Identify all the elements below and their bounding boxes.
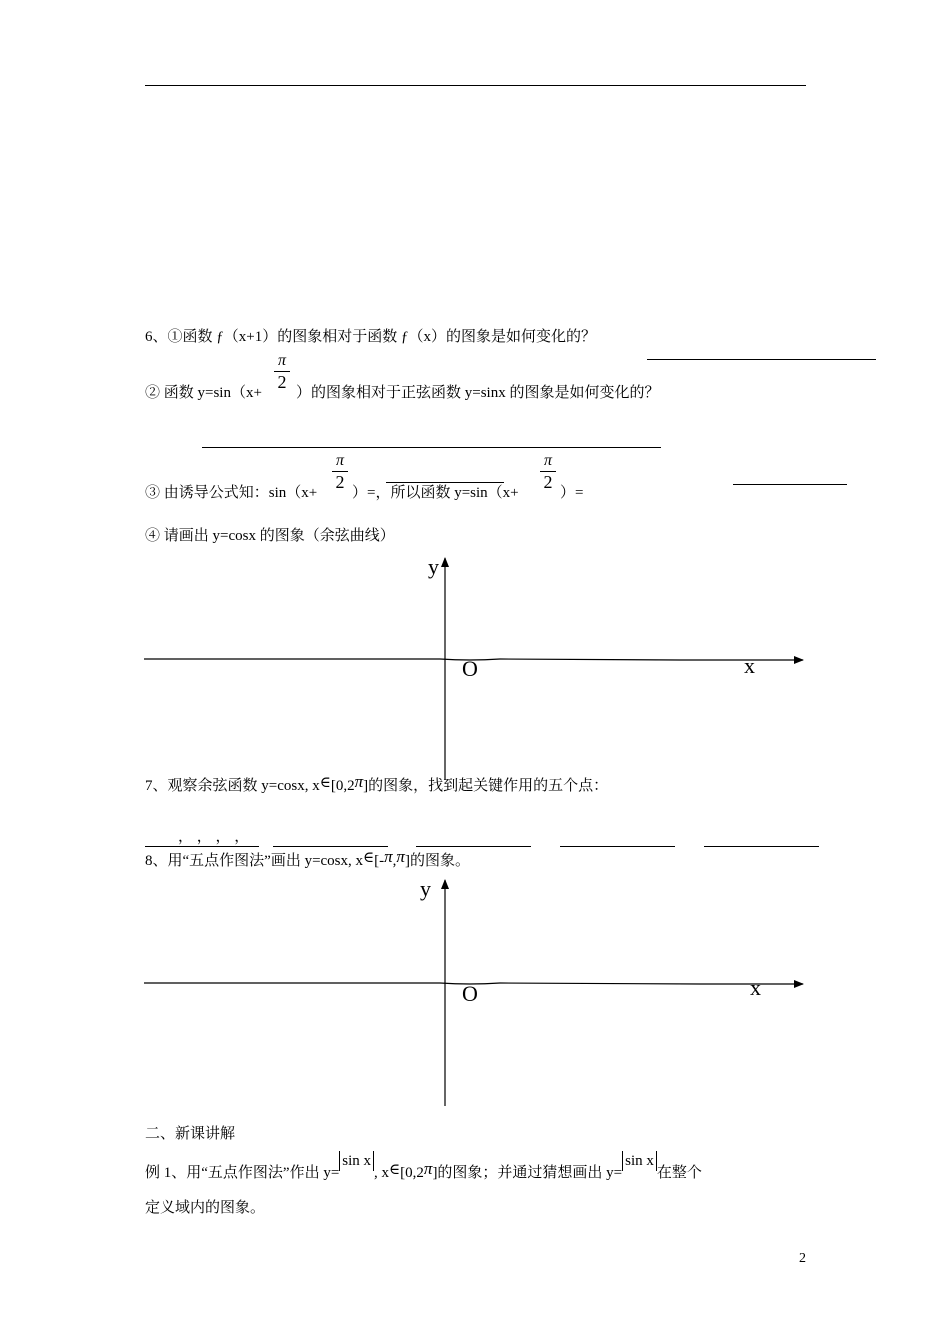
example1-line1: 例 1、用“五点作图法”作出 y=sin x, x∈[0,2π]的图象；并通过猜想画出 y=sin x在整个	[145, 1153, 702, 1181]
pi-symbol: π	[335, 452, 344, 469]
pi-symbol: π	[384, 847, 393, 866]
q7-answer-blank-5[interactable]	[704, 846, 819, 847]
pi-symbol: π	[354, 772, 364, 791]
q8-line: 8、用“五点作图法”画出 y=cosx, x∈[-π,π]的图象。	[145, 847, 470, 869]
denominator: 2	[335, 472, 345, 492]
q7-line: 7、观察余弦函数 y=cosx, x∈[0,2π]的图象，找到起关键作用的五个点：	[145, 772, 609, 794]
q7-blank-commas: ， ， ， ，	[178, 829, 250, 845]
example1-line2: 定义域内的图象。	[145, 1200, 266, 1216]
q7-answer-blank-1[interactable]	[145, 846, 259, 847]
denominator: 2	[543, 472, 553, 492]
page-number: 2	[799, 1251, 806, 1266]
section-heading: 二、新课讲解	[145, 1126, 236, 1142]
abs-sin-x: sin x	[339, 1151, 374, 1171]
q6-line3-part-b: ）=，所以函数 y=sin（x+	[352, 485, 519, 501]
pi-symbol: π	[277, 352, 286, 369]
pi-symbol: π	[423, 1159, 433, 1178]
graph1-x-label: x	[744, 653, 755, 678]
q6-line2-prefix: ② 函数 y=sin（x+	[145, 385, 262, 401]
q6-line1: 6、①函数 ƒ（x+1）的图象相对于函数 ƒ（x）的图象是如何变化的？	[145, 329, 596, 345]
graph1-origin-label: O	[462, 656, 478, 681]
pi-symbol: π	[543, 452, 552, 469]
q7-answer-blank-2[interactable]	[273, 846, 388, 847]
element-of-symbol: ∈	[389, 1162, 401, 1178]
element-of-symbol: ∈	[319, 775, 331, 791]
graph2-origin-label: O	[462, 981, 478, 1006]
q6-line2-suffix: ）的图象相对于正弦函数 y=sinx 的图象是如何变化的？	[296, 385, 660, 401]
q6-line3-part-c: ）=	[560, 485, 584, 501]
q6-line4: ④ 请画出 y=cosx 的图象（余弦曲线）	[145, 528, 395, 544]
q6-line3-part-a: ③ 由诱导公式知：sin（x+	[145, 485, 318, 501]
element-of-symbol: ∈	[363, 850, 375, 866]
denominator: 2	[277, 372, 287, 392]
graph2-y-label: y	[420, 876, 431, 901]
pi-symbol: π	[396, 847, 405, 866]
q7-answer-blank-3[interactable]	[416, 846, 531, 847]
abs-sin-x: sin x	[622, 1151, 657, 1171]
graph1-y-label: y	[428, 554, 439, 579]
q7-answer-blank-4[interactable]	[560, 846, 675, 847]
graph2-x-label: x	[750, 975, 761, 1000]
